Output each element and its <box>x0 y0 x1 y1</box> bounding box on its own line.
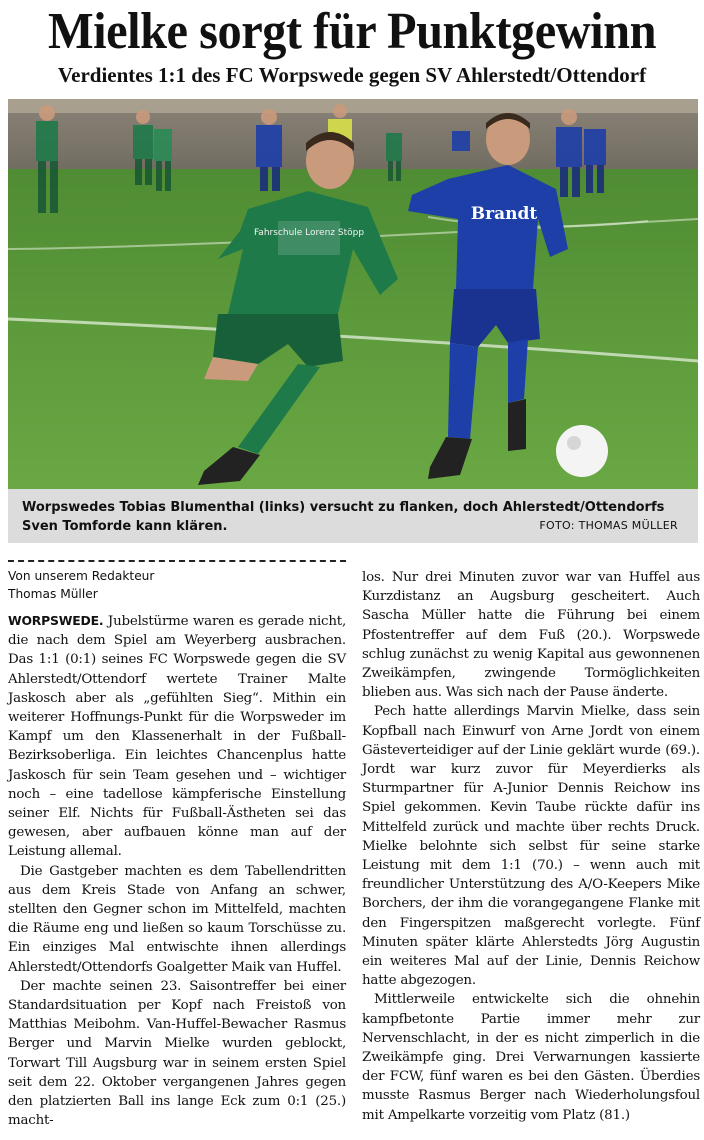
column-right <box>362 568 700 1125</box>
dateline: WORPSWEDE. <box>8 613 104 628</box>
byline-line1: Von unserem Redakteur <box>8 569 155 583</box>
headline: Mielke sorgt für Punktgewinn <box>47 3 657 60</box>
byline-author: Thomas Müller <box>8 587 98 601</box>
subheadline: Verdientes 1:1 des FC Worpswede gegen SV Ahlerstedt/Ottendorf <box>57 63 647 87</box>
byline-divider <box>8 560 346 562</box>
paragraph-1-text: Jubelstürme waren es gerade nicht, die nach dem Spiel am Weyerberg ausbrachen. Das 1:1 (0:1) seines FC Worpswede gegen die SV Ahlerstedt/Ottendorf wertete Trainer Malte Jaskosch aber als „gefühlten Sieg“. Mithin ein weiterer Hoffnungs-Punkt für die Worpsweder im Kampf um den Klassenerhalt in der Fußball-Bezirksoberliga. Ein leichtes Chancenplus hatte Jaskosch für sein Team gesehen und – wichtiger noch – eine tadellose kämpferische Einstellung seiner Elf. Nichts für Fußball-Ästheten sei das gewesen, aber aufbauen könne man auf der Leistung allemal. <box>8 614 347 860</box>
shirt-sponsor-left: Fahrschule Lorenz Stöpp <box>253 228 365 238</box>
byline <box>8 567 346 603</box>
paragraph-3: Der machte seinen 23. Saisontreffer bei einer Standardsituation per Kopf nach Freistoß von Matthias Meibohm. Van-Huffel-Bewacher Rasmus Berger und Marvin Mielke wurden geblockt, Torwart Till Augsburg war in seinem ersten Spiel seit dem 22. Oktober vergangenen Jahres gegen den platzierten Ball ins lange Eck zum 0:1 (25.) macht- <box>8 978 346 1129</box>
column-left <box>8 567 346 1130</box>
match-photo <box>8 99 698 489</box>
football-icon <box>556 425 608 477</box>
paragraph-3-continued: los. Nur drei Minuten zuvor war van Huffel aus Kurzdistanz an Augsburg gescheitert. Auch Sascha Müller hatte die Führung bei einem Pfostentreffer auf dem Fuß (20.). Worpswede schlug zunächst zu wenig Kapital aus gewonnenen Zweikämpfen, zwingende Tormöglichkeiten blieben aus. Was sich nach der Pause änderte. <box>362 570 700 701</box>
photo-caption <box>8 489 698 543</box>
caption-text: Worpswedes Tobias Blumenthal (links) versucht zu flanken, doch Ahlerstedt/Ottendorfs Sven Tomforde kann klären. <box>22 500 665 534</box>
photo-credit: FOTO: THOMAS MÜLLER <box>539 519 678 532</box>
paragraph-2: Die Gastgeber machten es dem Tabellendritten aus dem Kreis Stade von Anfang an schwer, stellten den Gegner schon im Mittelfeld, machten die Räume eng und ließen so kaum Torschüsse zu. Ein einziges Mal entwischte ihnen allerdings Ahlerstedt/Ottendorfs Goalgetter Maik van Huffel. <box>8 863 346 975</box>
paragraph-1 <box>8 611 346 862</box>
paragraph-4: Pech hatte allerdings Marvin Mielke, dass sein Kopfball nach Einwurf von Arne Jordt von einem Gästeverteidiger auf der Linie geklärt wurde (69.). Jordt war kurz zuvor für Meyerdierks als Sturmpartner für A-Junior Dennis Reichow ins Spiel gekommen. Kevin Taube rückte dafür ins Mittelfeld zurück und machte über rechts Druck. Mielke belohnte sich selbst für seine starke Leistung mit dem 1:1 (70.) – wenn auch mit freundlicher Unterstützung des A/O-Keepers Mike Borchers, der ihm die vorangegangene Flanke mit den Fingerspitzen maßgerecht vorlegte. Fünf Minuten später klärte Ahlerstedts Jörg Augustin ein weiteres Mal auf der Linie, Dennis Reichow hatte abgezogen. <box>362 704 700 989</box>
shirt-sponsor-right: Brandt <box>470 204 538 224</box>
paragraph-5: Mittlerweile entwickelte sich die ohnehin kampfbetonte Partie immer mehr zur Nervenschlacht, in der es nicht zimperlich in die Zweikämpfe ging. Drei Verwarnungen kassierte der FCW, fünf waren es bei den Gästen. Überdies musste Rasmus Berger nach Wiederholungsfoul mit Ampelkarte vorzeitig vom Platz (81.) <box>362 992 700 1123</box>
